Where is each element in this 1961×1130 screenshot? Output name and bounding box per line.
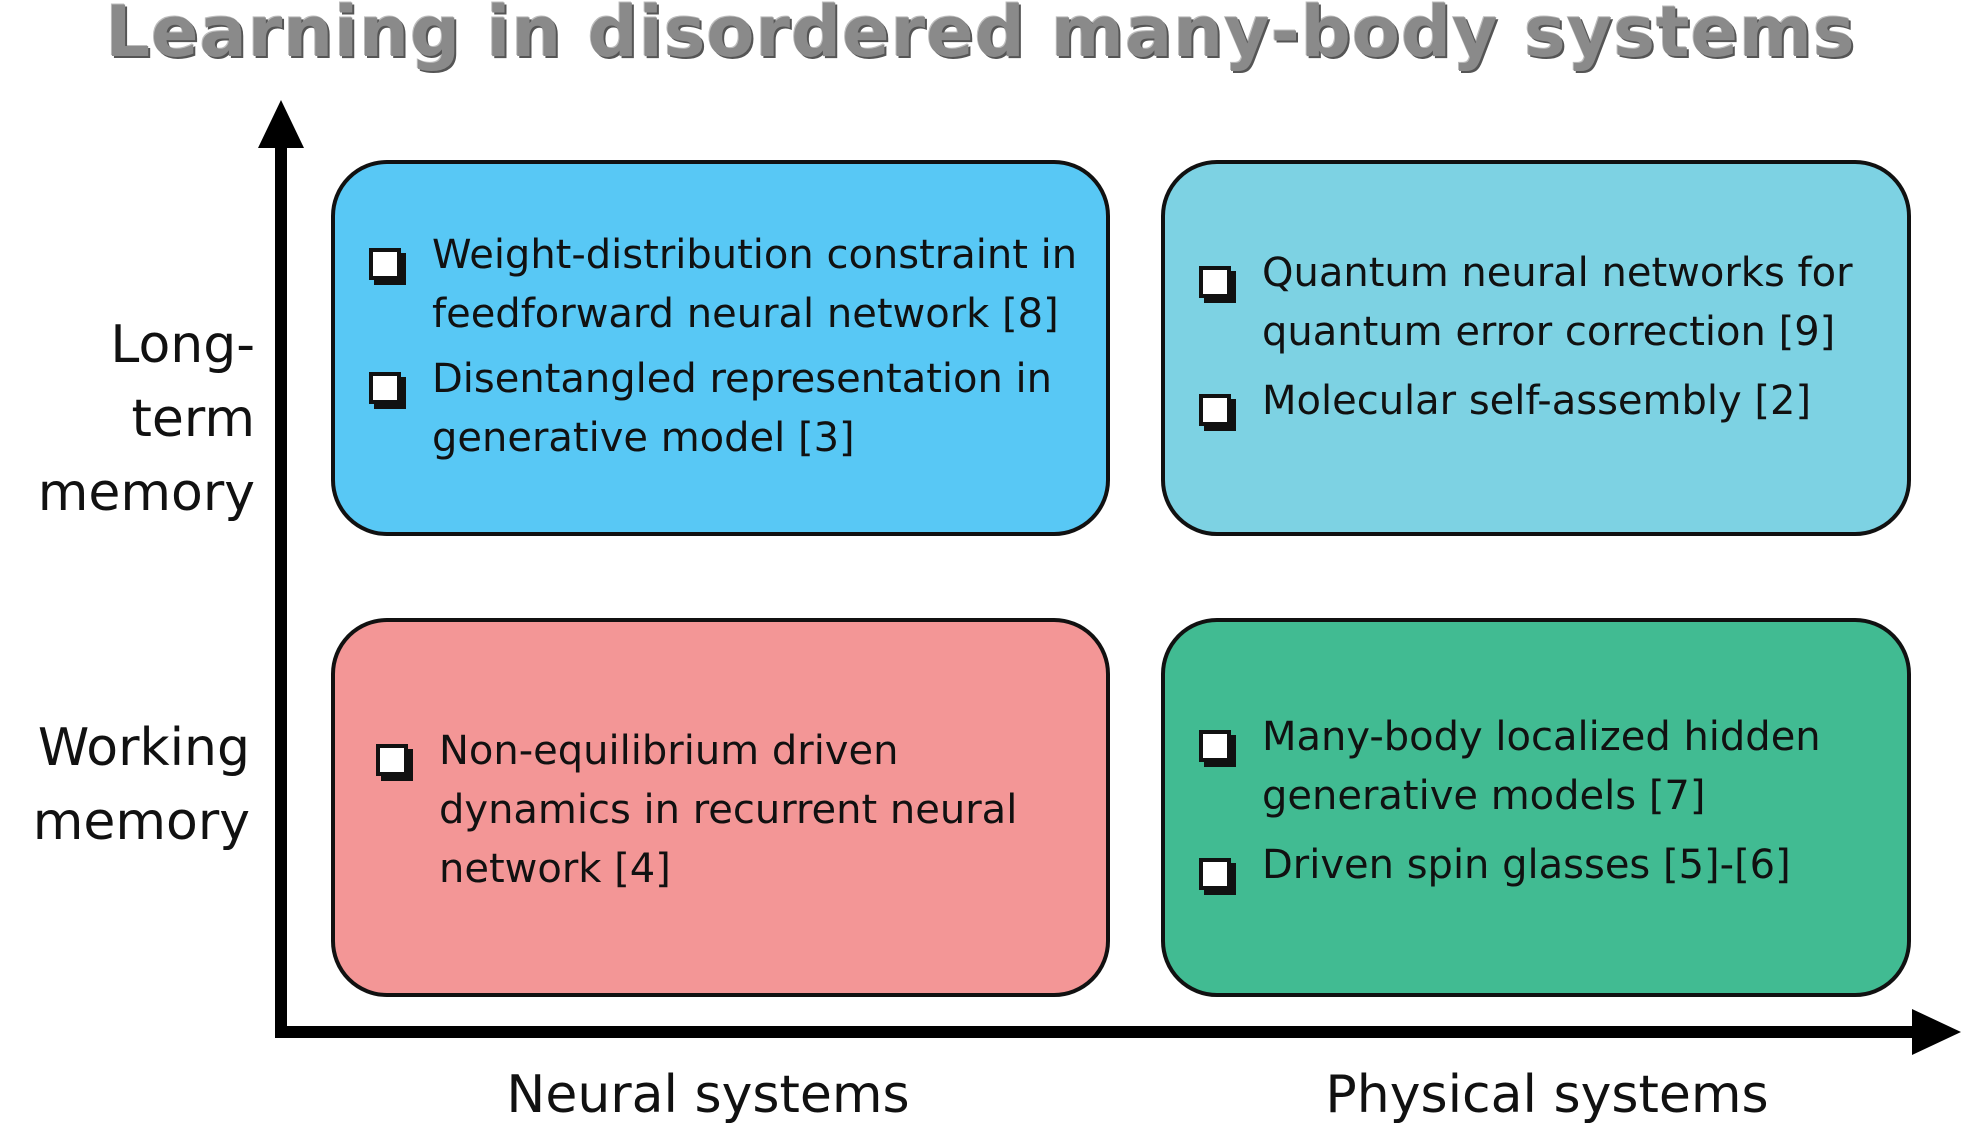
x-label-neural-systems: Neural systems	[506, 1065, 910, 1125]
checkbox-icon	[1199, 266, 1231, 298]
checkbox-icon	[369, 248, 401, 280]
list-item: Disentangled representation in generative model [3]	[361, 350, 1086, 468]
y-label-working-memory: Working memory	[32, 718, 250, 852]
checkbox-icon	[1199, 730, 1231, 762]
quadrant-physical-working	[1161, 618, 1911, 997]
list-item: Driven spin glasses [5]-[6]	[1191, 836, 1867, 895]
quadrant-physical-long-term	[1161, 160, 1911, 536]
list-item: Molecular self-assembly [2]	[1191, 372, 1867, 431]
quadrant-neural-long-term	[331, 160, 1110, 536]
figure-title: Learning in disordered many-body systems	[105, 0, 1856, 73]
checkbox-icon	[369, 372, 401, 404]
checkbox-icon	[376, 744, 408, 776]
x-axis-arrowhead	[1912, 1009, 1961, 1055]
y-label-long-term-memory: Long-term memory	[37, 315, 255, 523]
quadrant-neural-working	[331, 618, 1110, 997]
list-item: Weight-distribution constraint in feedforward neural network [8]	[361, 226, 1086, 344]
list-item: Non-equilibrium driven dynamics in recurrent neural network [4]	[368, 722, 1046, 899]
list-item: Many-body localized hidden generative models [7]	[1191, 708, 1867, 826]
y-axis-arrowhead	[258, 100, 304, 148]
checkbox-icon	[1199, 394, 1231, 426]
checkbox-icon	[1199, 858, 1231, 890]
list-item: Quantum neural networks for quantum error correction [9]	[1191, 244, 1867, 362]
x-label-physical-systems: Physical systems	[1325, 1065, 1769, 1125]
